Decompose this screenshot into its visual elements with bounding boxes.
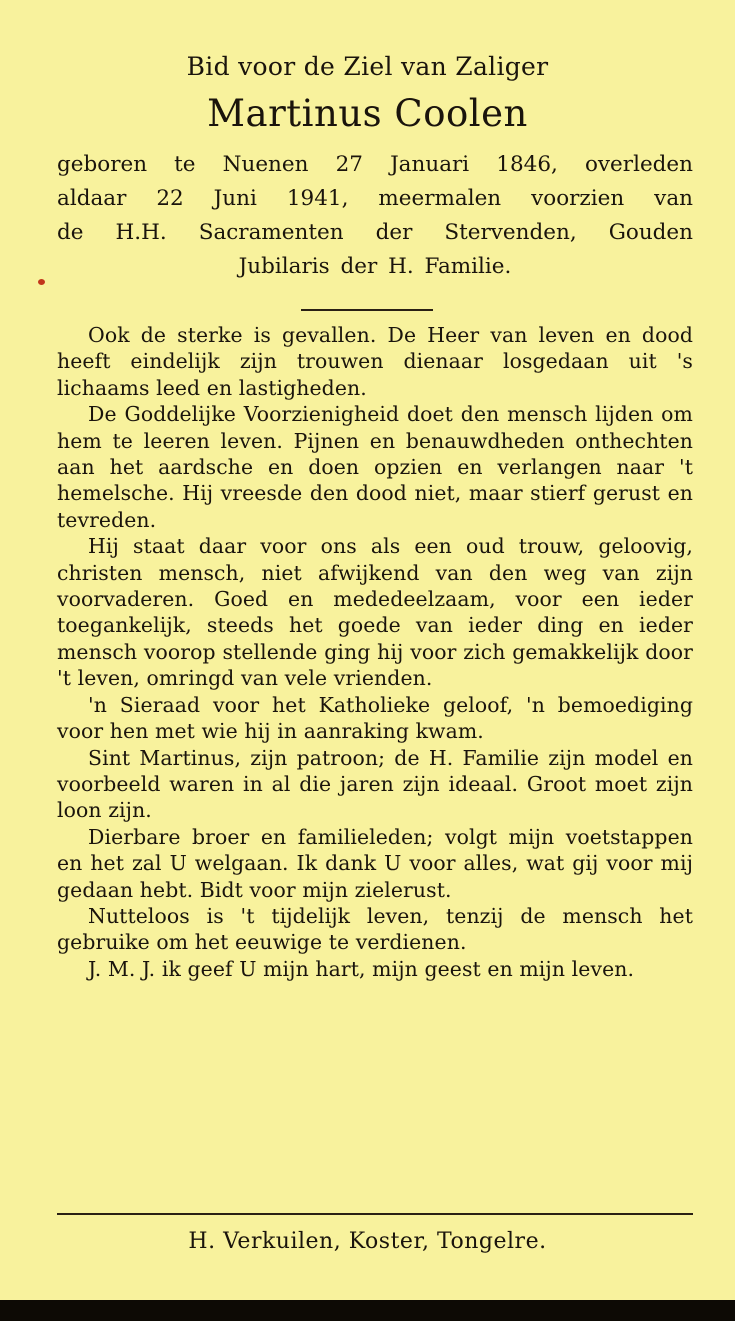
biography (57, 148, 693, 284)
paragraph: Sint Martinus, zijn patroon; de H. Familie zijn model en voorbeeld waren in al die jaren zijn ideaal. Groot moet zijn loon zijn. (57, 745, 693, 823)
paragraph: 'n Sieraad voor het Katholieke geloof, 'n bemoediging voor hen met wie hij in aanraking kwam. (57, 692, 693, 744)
deceased-name: Martinus Coolen (207, 92, 528, 135)
paragraph: J. M. J. ik geef U mijn hart, mijn geest en mijn leven. (88, 956, 635, 981)
printer-credit: H. Verkuilen, Koster, Tongelre. (188, 1229, 547, 1254)
scan-edge (0, 1300, 735, 1321)
ink-dot (38, 279, 45, 285)
divider-short (301, 309, 433, 311)
bio-line: de H.H. Sacramenten der Stervenden, Gouden (57, 220, 693, 245)
paragraph: Ook de sterke is gevallen. De Heer van leven en dood heeft eindelijk zijn trouwen dienaar losgedaan uit 's lichaams leed en lastigheden. (57, 323, 693, 400)
intro-title: Bid voor de Ziel van Zaliger (186, 52, 549, 81)
memorial-text (57, 322, 693, 982)
paragraph: Hij staat daar voor ons als een oud trouw, geloovig, christen mensch, niet afwijkend van den weg van zijn voorvaderen. Goed en mededeelzaam, voor een ieder toegankelijk, steeds het goede van ieder ding en ieder mensch voorop stellende ging hij voor zich gemakkelijk door 't leven, omringd van vele vrienden. (57, 534, 693, 691)
paragraph: Dierbare broer en familieleden; volgt mijn voetstappen en het zal U welgaan. Ik dank U voor alles, wat gij voor mij gedaan hebt. Bidt voor mijn zielerust. (57, 824, 693, 902)
bio-line: geboren te Nuenen 27 Januari 1846, overleden (57, 152, 693, 177)
paragraph: De Goddelijke Voorzienigheid doet den mensch lijden om hem te leeren leven. Pijnen en benauwdheden onthechten aan het aardsche en doen opzien en verlangen naar 't hemelsche. Hij vreesde den dood niet, maar stierf gerust en tevreden. (57, 402, 693, 532)
divider-long (57, 1213, 693, 1215)
bio-line: Jubilaris der H. Familie. (238, 254, 512, 279)
paragraph: Nutteloos is 't tijdelijk leven, tenzij de mensch het gebruike om het eeuwige te verdienen. (57, 903, 693, 955)
bio-line: aldaar 22 Juni 1941, meermalen voorzien van (57, 186, 693, 211)
